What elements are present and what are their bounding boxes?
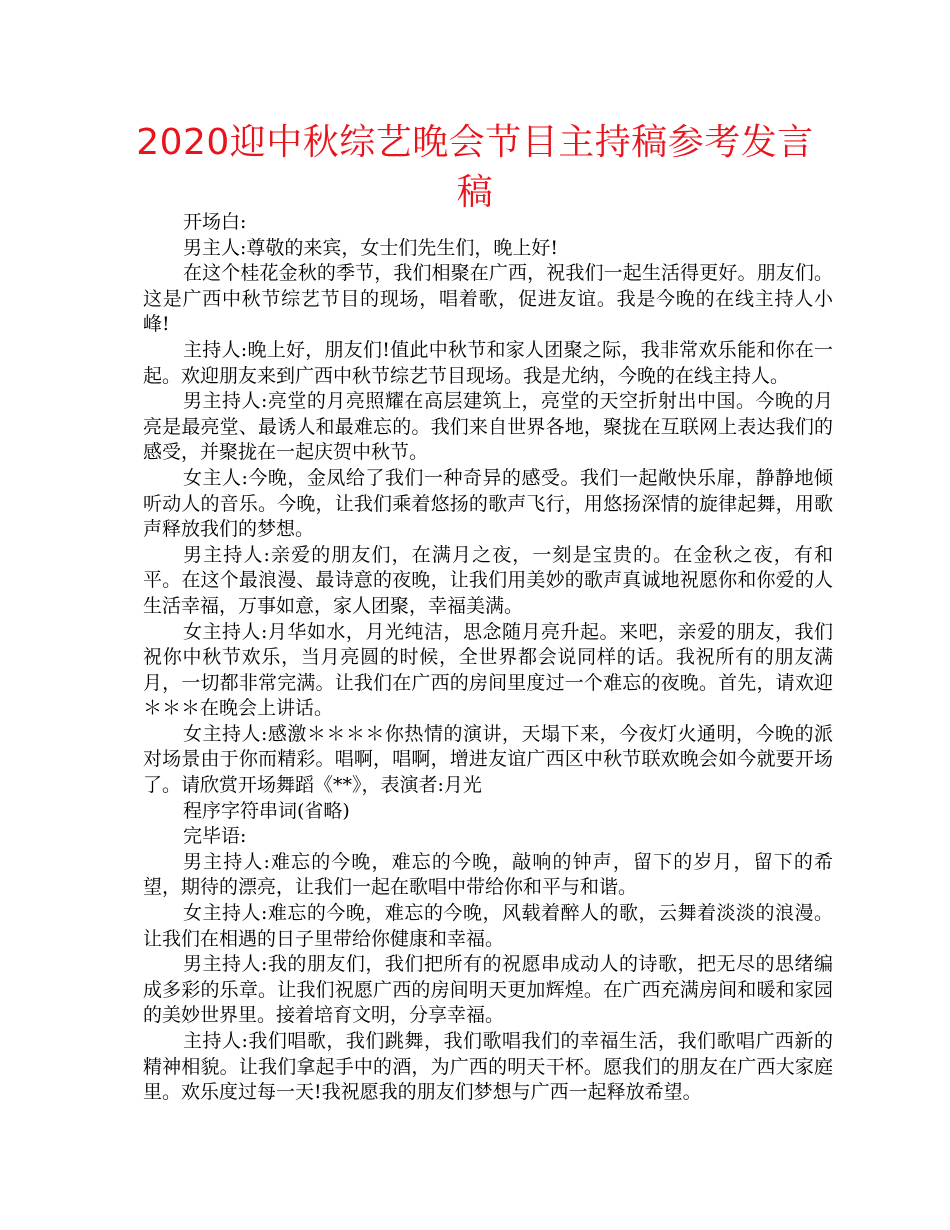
paragraph: 男主人:尊敬的来宾，女士们先生们，晚上好! <box>183 236 559 259</box>
paragraph-closing-label: 完毕语: <box>183 825 247 848</box>
paragraph: 女主人:今晚，金凤给了我们一种奇异的感受。我们一起敞快乐扉，静静地倾听动人的音乐。今晚，让我们乘着悠扬的歌声飞行，用悠扬深情的旋律起舞，用歌声释放我们的梦想。 <box>143 466 833 541</box>
paragraph: 女主持人:感激＊＊＊＊你热情的演讲，天塌下来，今夜灯火通明，今晚的派对场景由于你而精彩。唱啊，唱啊，增进友谊广西区中秋节联欢晚会如今就要开场了。请欣赏开场舞蹈《**》，表演者:月光 <box>143 722 833 797</box>
paragraph: 男主持人:亮堂的月亮照耀在高层建筑上，亮堂的天空折射出中国。今晚的月亮是最亮堂、最诱人和最难忘的。我们来自世界各地，聚拢在互联网上表达我们的感受，并聚拢在一起庆贺中秋节。 <box>143 390 833 464</box>
paragraph: 女主持人:月华如水，月光纯洁，思念随月亮升起。来吧，亲爱的朋友，我们祝你中秋节欢乐，当月亮圆的时候，全世界都会说同样的话。我祝所有的朋友满月，一切都非常完满。让我们在广西的房间里度过一个难忘的夜晚。首先，请欢迎＊＊＊在晚会上讲话。 <box>143 620 833 720</box>
paragraph-program-note: 程序字符串词(省略) <box>183 799 350 822</box>
document-title: 2020迎中秋综艺晚会节目主持稿参考发言稿 <box>136 122 814 213</box>
paragraph: 主持人:晚上好，朋友们!值此中秋节和家人团聚之际，我非常欢乐能和你在一起。欢迎朋友来到广西中秋节综艺节目现场。我是尤纳，今晚的在线主持人。 <box>143 338 833 387</box>
paragraph: 男主持人:难忘的今晚，难忘的今晚，敲响的钟声，留下的岁月，留下的希望，期待的漂亮，让我们一起在歌唱中带给你和平与和谐。 <box>143 850 833 899</box>
paragraph: 男主持人:我的朋友们，我们把所有的祝愿串成动人的诗歌，把无尽的思绪编成多彩的乐章。让我们祝愿广西的房间明天更加辉煌。在广西充满房间和暖和家园的美妙世界里。接着培育文明，分享幸福。 <box>143 953 833 1027</box>
paragraph-opening-label: 开场白: <box>183 211 247 233</box>
paragraph: 在这个桂花金秋的季节，我们相聚在广西，祝我们一起生活得更好。朋友们。这是广西中秋节综艺节目的现场，唱着歌，促进友谊。我是今晚的在线主持人小峰! <box>143 262 833 336</box>
paragraph: 女主持人:难忘的今晚，难忘的今晚，风载着醉人的歌，云舞着淡淡的浪漫。让我们在相遇的日子里带给你健康和幸福。 <box>143 902 833 950</box>
document-body <box>143 210 833 1106</box>
paragraph: 主持人:我们唱歌，我们跳舞，我们歌唱我们的幸福生活，我们歌唱广西新的精神相貌。让我们拿起手中的酒，为广西的明天干杯。愿我们的朋友在广西大家庭里。欢乐度过每一天!我祝愿我的朋友们梦想与广西一起释放希望。 <box>143 1030 833 1104</box>
paragraph: 男主持人:亲爱的朋友们，在满月之夜，一刻是宝贵的。在金秋之夜，有和平。在这个最浪漫、最诗意的夜晚，让我们用美妙的歌声真诚地祝愿你和你爱的人生活幸福，万事如意，家人团聚，幸福美满。 <box>143 543 833 617</box>
